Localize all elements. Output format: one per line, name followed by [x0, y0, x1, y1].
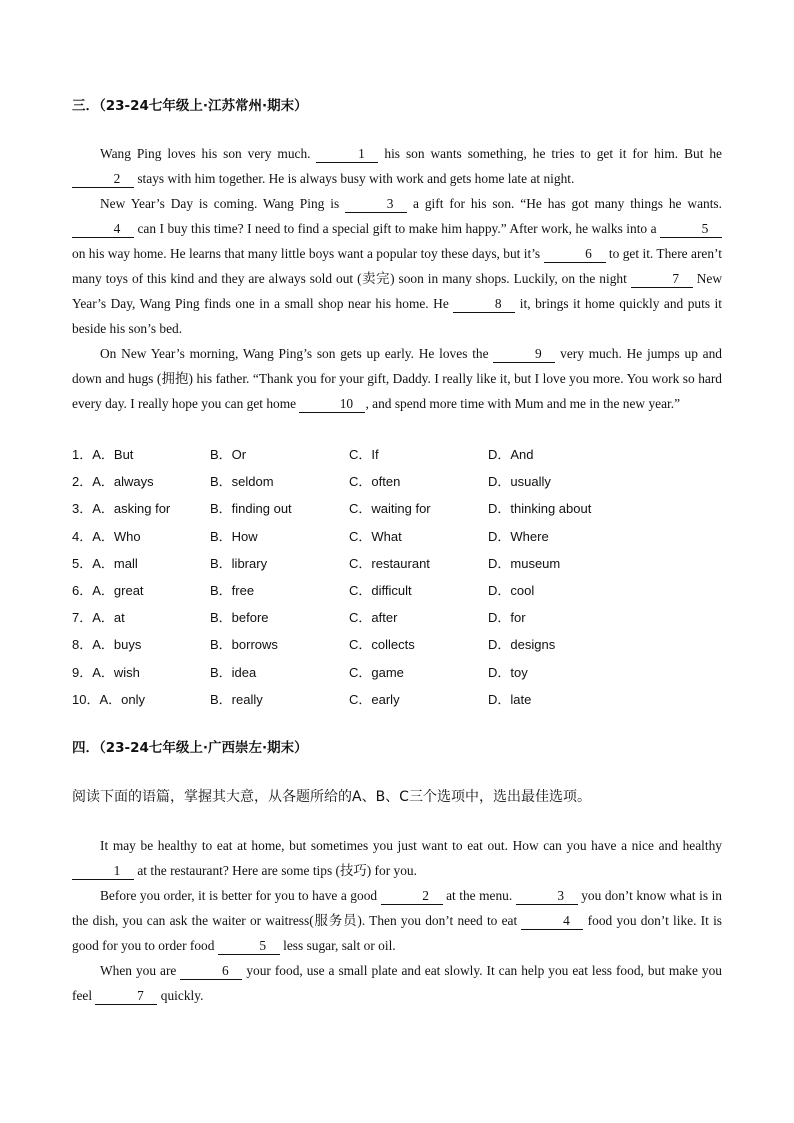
option-a[interactable]: 8．A．buys	[72, 637, 142, 653]
option-a[interactable]: 1．A．But	[72, 447, 134, 462]
answer-blank-8[interactable]: 8	[453, 296, 515, 313]
option-d[interactable]: D．And	[488, 447, 534, 462]
option-d[interactable]: D．thinking about	[488, 501, 592, 517]
option-d[interactable]: D．cool	[488, 582, 535, 598]
option-row	[72, 467, 722, 494]
option-c[interactable]: C．after	[349, 610, 398, 626]
answer-blank-9[interactable]: 9	[493, 346, 555, 363]
option-row	[72, 522, 722, 549]
passage-paragraph: Wang Ping loves his son very much. 1 his son wants something, he tries to get it for him. But he 2 stays with him together. He is always busy with work and gets home late at night.	[72, 141, 722, 191]
option-b[interactable]: B．library	[210, 555, 268, 571]
section-4-title: 四．（23-24七年级上·广西崇左·期末）	[72, 740, 308, 756]
answer-blank-1[interactable]: 1	[316, 146, 378, 163]
answer-blank-7[interactable]: 7	[631, 271, 693, 288]
option-a[interactable]: 10．A．only	[72, 691, 145, 707]
option-b[interactable]: B．free	[210, 582, 255, 598]
answer-blank-5[interactable]: 5	[660, 221, 722, 238]
option-a[interactable]: 9．A．wish	[72, 664, 140, 680]
option-b[interactable]: B．really	[210, 691, 263, 707]
answer-blank-3[interactable]: 3	[516, 888, 578, 905]
option-a[interactable]: 4．A．Who	[72, 528, 141, 544]
option-a[interactable]: 7．A．at	[72, 610, 125, 626]
answer-blank-1[interactable]: 1	[72, 863, 134, 880]
option-row	[72, 685, 722, 712]
answer-blank-4[interactable]: 4	[72, 221, 134, 238]
answer-blank-10[interactable]: 10	[299, 396, 365, 413]
option-d[interactable]: D．toy	[488, 664, 528, 680]
option-d[interactable]: D．usually	[488, 474, 551, 490]
answer-blank-6[interactable]: 6	[180, 963, 242, 980]
option-c[interactable]: C．early	[349, 691, 400, 707]
option-d[interactable]: D．late	[488, 691, 532, 707]
option-row	[72, 440, 722, 467]
option-row	[72, 603, 722, 630]
option-row	[72, 494, 722, 521]
option-c[interactable]: C．often	[349, 474, 401, 490]
option-row	[72, 576, 722, 603]
section-4-instruction: 阅读下面的语篇，掌握其大意，从各题所给的A、B、C三个选项中，选出最佳选项。	[72, 789, 591, 805]
option-row	[72, 549, 722, 576]
option-c[interactable]: C．game	[349, 664, 404, 680]
answer-blank-7[interactable]: 7	[95, 988, 157, 1005]
section-3-passage	[72, 141, 722, 416]
section-4-passage	[72, 833, 722, 1008]
option-b[interactable]: B．borrows	[210, 637, 278, 653]
option-a[interactable]: 2．A．always	[72, 474, 154, 490]
passage-paragraph: When you are 6 your food, use a small plate and eat slowly. It can help you eat less food, but make you feel 7 quickly.	[72, 963, 722, 1003]
option-d[interactable]: D．museum	[488, 555, 561, 571]
option-c[interactable]: C．If	[349, 447, 379, 462]
answer-blank-3[interactable]: 3	[345, 196, 407, 213]
option-b[interactable]: B．Or	[210, 447, 247, 462]
option-a[interactable]: 3．A．asking for	[72, 501, 171, 517]
option-b[interactable]: B．seldom	[210, 474, 274, 490]
option-d[interactable]: D．designs	[488, 637, 556, 653]
option-row	[72, 630, 722, 657]
option-c[interactable]: C．waiting for	[349, 501, 431, 517]
option-b[interactable]: B．idea	[210, 664, 257, 680]
option-c[interactable]: C．restaurant	[349, 555, 430, 571]
answer-blank-2[interactable]: 2	[381, 888, 443, 905]
option-c[interactable]: C．What	[349, 528, 402, 544]
option-c[interactable]: C．collects	[349, 637, 415, 653]
answer-blank-4[interactable]: 4	[521, 913, 583, 930]
option-row	[72, 658, 722, 685]
option-b[interactable]: B．How	[210, 528, 258, 544]
section-3-title: 三．（23-24七年级上·江苏常州·期末）	[72, 98, 308, 114]
option-b[interactable]: B．finding out	[210, 501, 292, 517]
answer-blank-5[interactable]: 5	[218, 938, 280, 955]
option-d[interactable]: D．Where	[488, 528, 549, 544]
option-a[interactable]: 6．A．great	[72, 582, 144, 598]
passage-paragraph: On New Year’s morning, Wang Ping’s son gets up early. He loves the 9 very much. He jumps up and down and hugs (拥抱) his father. “Thank you for your gift, Daddy. I really like it, but I love you more. You work so hard every day. I really hope you can get home 10 , and spend more time with Mum and me in the new year.”	[72, 346, 723, 411]
passage-paragraph: It may be healthy to eat at home, but sometimes you just want to eat out. How can you have a nice and healthy 1 at the restaurant? Here are some tips (技巧) for you.	[72, 833, 722, 883]
section-3-options	[72, 440, 722, 712]
answer-blank-6[interactable]: 6	[544, 246, 606, 263]
option-c[interactable]: C．difficult	[349, 582, 412, 598]
passage-paragraph: New Year’s Day is coming. Wang Ping is 3 a gift for his son. “He has got many things he wants. 4 can I buy this time? I need to find a special gift to make him happy.” After work, he walks into a 5 on his way home. He learns that many little boys want a popular toy these days, but it’s 6 to get it. There aren’t many toys of this kind and they are always sold out (卖完) soon in many shops. Luckily, on the night 7 New Year’s Day, Wang Ping finds one in a small shop near his home. He 8 it, brings it home quickly and puts it beside his son’s bed.	[72, 196, 723, 336]
answer-blank-2[interactable]: 2	[72, 171, 134, 188]
passage-paragraph: Before you order, it is better for you to have a good 2 at the menu. 3 you don’t know what is in the dish, you can ask the waiter or waitress(服务员). Then you don’t need to eat 4 food you don’t like. It is good for you to order food 5 less sugar, salt or oil.	[72, 888, 723, 953]
option-b[interactable]: B．before	[210, 610, 269, 626]
option-a[interactable]: 5．A．mall	[72, 555, 138, 571]
option-d[interactable]: D．for	[488, 610, 526, 626]
